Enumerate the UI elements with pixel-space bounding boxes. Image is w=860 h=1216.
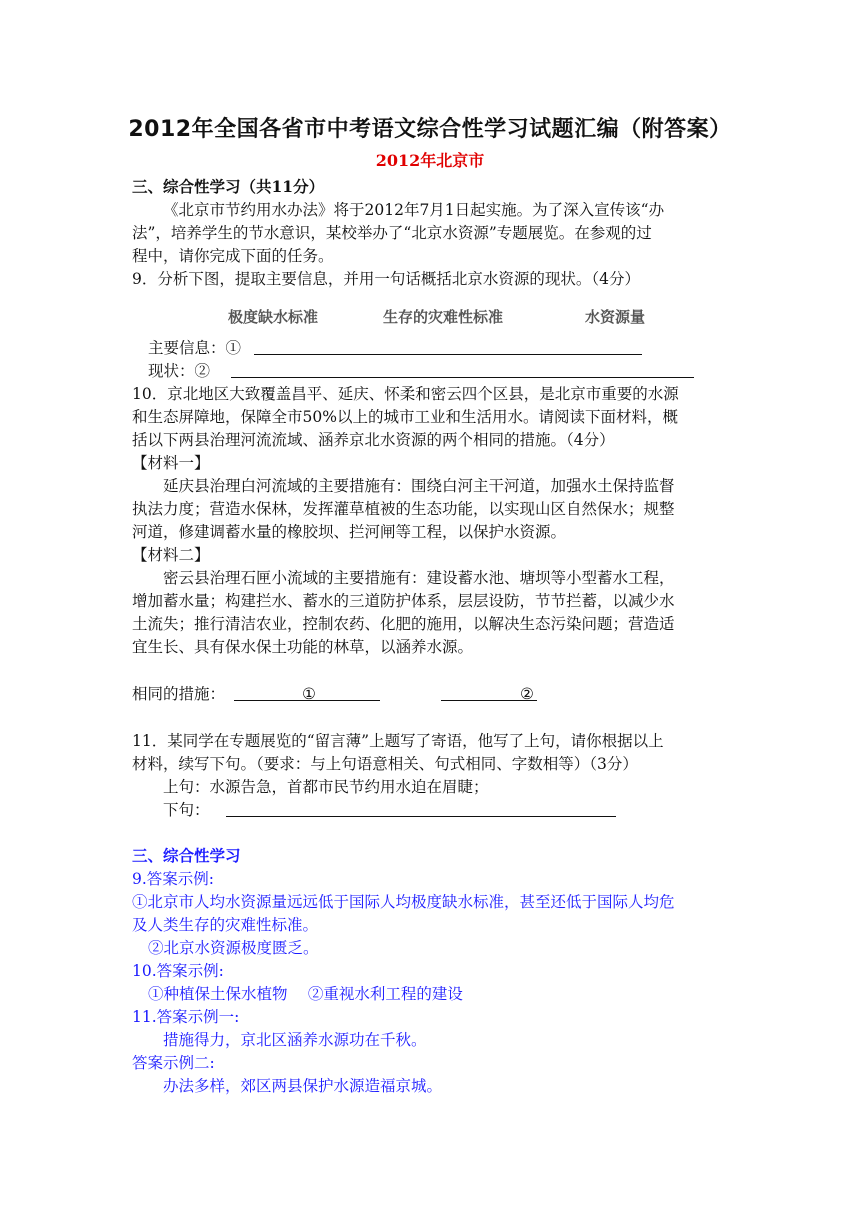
intro-line: 程中，请你完成下面的任务。 [132, 247, 334, 265]
answer-11-label: 11.答案示例一: [132, 1008, 240, 1026]
answer-9-text: ①北京市人均水资源量远远低于国际人均极度缺水标准，甚至还低于国际人均危 [132, 893, 675, 911]
question-9-prompt: 9．分析下图，提取主要信息，并用一句话概括北京水资源的现状。（4分） [132, 270, 640, 288]
question-11-prompt: 11．某同学在专题展览的“留言薄”上题写了寄语，他写了上句，请你根据以上 [132, 732, 664, 750]
answer-blank-line [226, 815, 616, 817]
material-2-text: 增加蓄水量；构建拦水、蓄水的三道防护体系，层层设防，节节拦蓄，以减少水 [132, 592, 675, 610]
material-1-text: 河道，修建调蓄水量的橡胶坝、拦河闸等工程，以保护水资源。 [132, 523, 567, 541]
question-10-prompt: 10．京北地区大致覆盖昌平、延庆、怀柔和密云四个区县，是北京市重要的水源 [132, 385, 679, 403]
section-heading: 三、综合性学习（共11分） [132, 177, 325, 196]
lower-line-label: 下句： [163, 801, 210, 819]
chart-header: 水资源量 [585, 308, 646, 326]
answer-9-text: 及人类生存的灾难性标准。 [132, 916, 319, 934]
document-title: 2012年全国各省市中考语文综合性学习试题汇编（附答案） [128, 117, 732, 142]
question-10-prompt: 括以下两县治理河流流域、涵养京北水资源的两个相同的措施。（4分） [132, 431, 615, 449]
material-2-text: 宜生长、具有保水保土功能的林草，以涵养水源。 [132, 638, 474, 656]
answer-11-text: 办法多样，郊区两县保护水源造福京城。 [163, 1077, 443, 1095]
intro-line: 《北京市节约用水办法》将于2012年7月1日起实施。为了深入宣传该“办 [163, 201, 665, 219]
status-label: 现状：② [148, 362, 211, 380]
question-10-prompt: 和生态屏障地，保障全市50%以上的城市工业和生活用水。请阅读下面材料，概 [132, 408, 678, 426]
answer-11-text: 措施得力，京北区涵养水源功在千秋。 [163, 1031, 427, 1049]
answer-10-label: 10.答案示例: [132, 962, 224, 980]
answer-10-text: ①种植保土保水植物 ②重视水利工程的建设 [148, 985, 463, 1003]
answer-blank-line [231, 376, 694, 378]
main-info-label: 主要信息：① [148, 339, 242, 357]
chart-header: 生存的灾难性标准 [383, 308, 504, 326]
material-2-text: 密云县治理石匣小流域的主要措施有：建设蓄水池、塘坝等小型蓄水工程， [163, 569, 675, 587]
material-1-text: 延庆县治理白河流域的主要措施有：围绕白河主干河道，加强水土保持监督 [163, 477, 675, 495]
chart-header: 极度缺水标准 [228, 308, 319, 326]
material-2-text: 土流失；推行清洁农业，控制农药、化肥的施用，以解决生态污染问题；营造适 [132, 615, 675, 633]
answer-9-label: 9.答案示例: [132, 870, 215, 888]
material-2-label: 【材料二】 [132, 546, 210, 564]
blank-marker-1: ① [302, 685, 316, 703]
same-measures-label: 相同的措施： [132, 685, 226, 703]
material-1-label: 【材料一】 [132, 454, 210, 472]
intro-line: 法”，培养学生的节水意识，某校举办了“北京水资源”专题展览。在参观的过 [132, 224, 652, 242]
answers-heading: 三、综合性学习 [132, 846, 241, 865]
material-1-text: 执法力度；营造水保林，发挥灌草植被的生态功能，以实现山区自然保水；规整 [132, 500, 675, 518]
blank-marker-2: ② [520, 685, 534, 703]
answer-11-label: 答案示例二: [132, 1054, 215, 1072]
upper-line-text: 上句：水源告急，首都市民节约用水迫在眉睫； [163, 778, 489, 796]
region-subtitle: 2012年北京市 [375, 151, 485, 170]
question-11-prompt: 材料，续写下句。（要求：与上句语意相关、句式相同、字数相等）（3分） [132, 755, 638, 773]
answer-9-status: ②北京水资源极度匮乏。 [148, 939, 319, 957]
answer-blank-line [254, 353, 642, 355]
